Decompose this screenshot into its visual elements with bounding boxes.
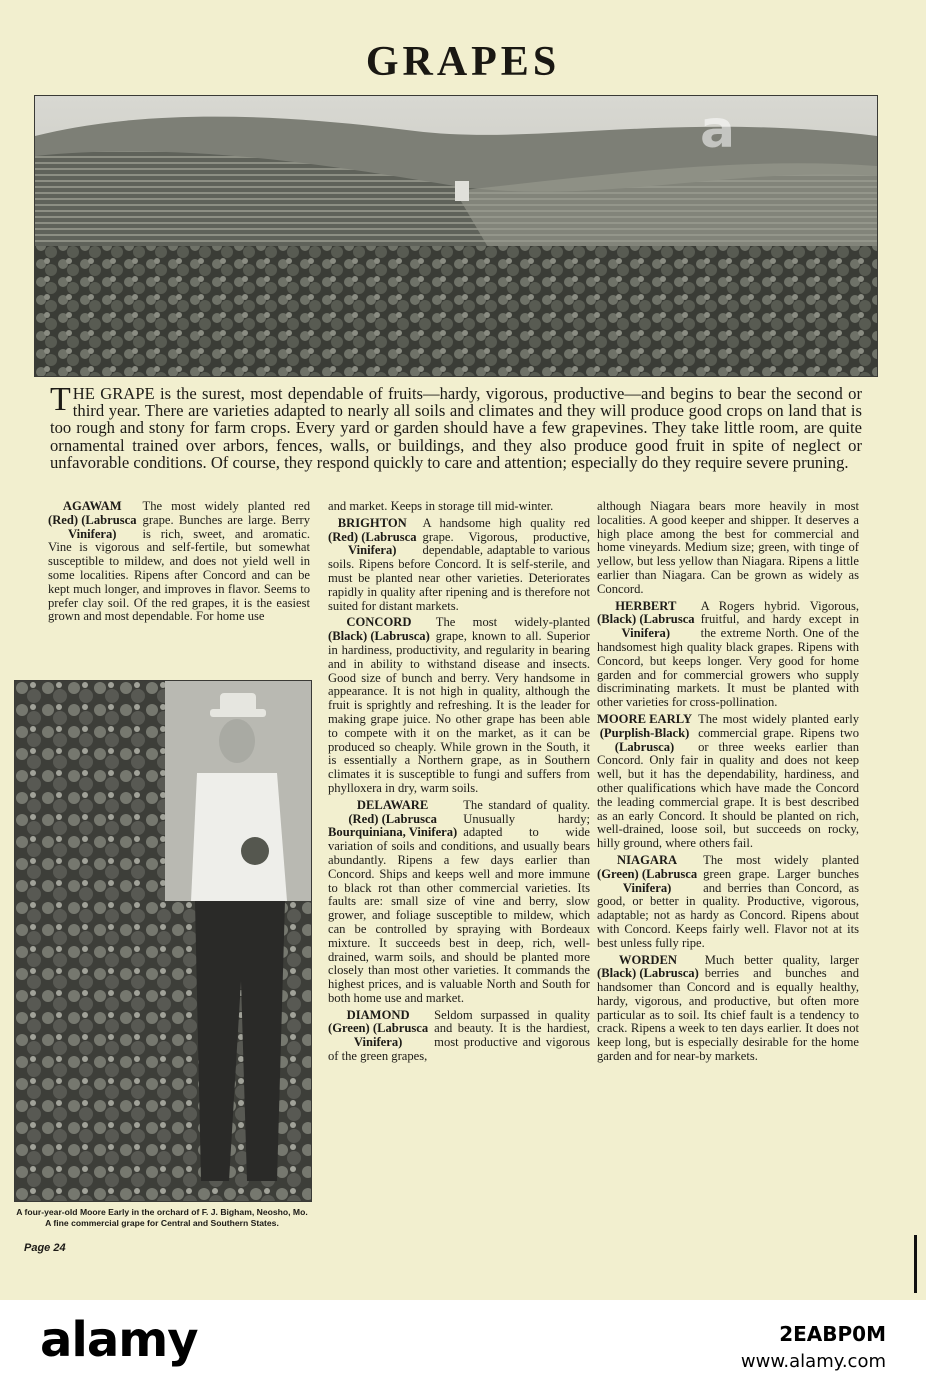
variety-name: NIAGARA	[616, 852, 678, 867]
variety-moore-early	[597, 713, 859, 851]
variety-species: Vinifera)	[622, 880, 672, 895]
variety-name: BRIGHTON	[337, 515, 407, 530]
watermark-logo: a	[700, 100, 736, 160]
agawam-continued: and market. Keeps in storage till mid-winter.	[328, 499, 554, 513]
variety-herbert	[597, 600, 859, 710]
variety-color: (Red) (Labrusca	[328, 529, 417, 544]
variety-description: The most widely planted early commercial grape. Ripens two or three weeks earlier than Concord. Only fair in quality and does not keep well, but it has the dependability, hardiness, and other qualifications which have made the Concord the leading commercial grape. It is best described as an early Concord. It should be planted on rich, well-drained, loose soil, but succeeds on rocky, hilly ground, where others fail.	[597, 711, 859, 851]
variety-name: MOORE EARLY	[597, 711, 693, 726]
variety-description: The standard of quality. Unusually hardy; adapted to wide variation of soils and conditions, and usually bears abundantly. Ripens a few days earlier than Concord. Ships and keeps well and more immune to black rot than other commercial varieties. Its faults are: small size of vine and berry, slow grower, and foliage susceptible to mildew, which can be controlled by spraying with Bordeaux mixture. It succeeds best in deep, rich, well-drained, warm soils, and should be planted more closely than most other varieties. It commands the highest prices, and is valuable North and South for both home use and market.	[328, 797, 590, 1005]
variety-diamond	[328, 1009, 590, 1064]
vineyard-photo	[34, 95, 878, 377]
variety-name: HERBERT	[615, 598, 677, 613]
variety-color: (Purplish-Black)	[599, 725, 690, 740]
intro-text: HE GRAPE is the surest, most dependable of fruits—hardy, vigorous, productive—and begins to bear the second or third year. There are varieties adapted to nearly all soils and climates and they will produce good crops on land that is too rough and stony for farm crops. Every yard or garden should have a few grapevines. They take little room, are quite ornamental trained over arbors, fences, walls, or buildings, and they also produce good fruit in spite of neglect or unfavorable conditions. Of course, they respond quickly to care and attention; especially do they require severe pruning.	[50, 384, 862, 472]
variety-description: Much better quality, larger berries and bunches and handsomer than Concord and is equally healthy, hardy, vigorous, and productive, but often more particular as to soil. Its chief fault is a tendency to crack. Ripens a week to ten days earlier. It does not keep long, but is especially desirable for the home garden and for near-by markets.	[597, 952, 859, 1064]
variety-species: Bourquiniana, Vinifera)	[328, 825, 458, 840]
stock-brand-logo: alamy	[40, 1312, 198, 1368]
page-title: GRAPES	[365, 39, 561, 85]
variety-color: (Red) (Labrusca	[48, 512, 137, 527]
variety-brighton	[328, 517, 590, 614]
variety-description: The most widely-planted grape, known to all. Superior in hardiness, productivity, and regularity in bearing and in ability to withstand disease and insects. Good size of bunch and berry. Very handsome in appearance. It is not high in quality, although the fruit is sprightly and refreshing. It is the leader for making grape juice. No other grape has been able to compete with it on the market, as it can be produced so cheaply. While grown in the South, it is essentially a Northern grape, as in Southern climates it is susceptible to fungi and suffers from phylloxera in dry, warm soils.	[328, 615, 590, 795]
variety-heading	[328, 1009, 428, 1050]
variety-description: The most widely planted red grape. Bunches are large. Berry is rich, sweet, and aromatic. Vine is vigorous and self-fertile, but somewhat susceptible to mildew, and does not yield well in some localities. Ripens after Concord and can be kept much longer, and improves in flavor. Seems to prefer clay soil. Of the red grapes, it is the easiest grown and most dependable. For home use	[48, 499, 310, 624]
variety-color: (Black) (Labrusca)	[597, 966, 699, 981]
variety-color: (Green) (Labrusca	[597, 866, 698, 881]
variety-species: Vinifera)	[621, 626, 671, 641]
column-right	[597, 500, 859, 1067]
variety-heading	[597, 600, 695, 641]
variety-heading	[328, 517, 417, 558]
stock-image-id: 2EABP0M	[779, 1322, 886, 1346]
variety-species: Vinifera)	[353, 1035, 403, 1050]
variety-color: (Black) (Labrusca	[597, 612, 695, 627]
variety-heading	[597, 954, 699, 982]
variety-heading	[328, 799, 457, 840]
variety-name: DELAWARE	[356, 797, 429, 812]
variety-species: Vinifera)	[68, 526, 117, 541]
variety-delaware	[328, 799, 590, 1006]
variety-agawam	[48, 500, 310, 624]
variety-niagara	[597, 854, 859, 951]
diamond-continued: although Niagara bears more heavily in most localities. A good keeper and shipper. It deserves a high place among the best for commercial and home vineyards. Medium size; green, with tinge of yellow, but less yellow than Niagara. Ripens a little earlier than Niagara. Can be grown as widely as Concord.	[597, 499, 859, 596]
drop-cap: T	[50, 381, 71, 418]
photo-caption: A four-year-old Moore Early in the orchard of F. J. Bigham, Neosho, Mo. A fine commercial grape for Central and Southern States.	[16, 1207, 308, 1228]
variety-concord	[328, 616, 590, 795]
variety-name: CONCORD	[346, 615, 412, 630]
variety-species: Vinifera)	[348, 543, 397, 558]
variety-name: WORDEN	[618, 952, 677, 967]
variety-description: The most widely planted green grape. Larger bunches and berries than Concord, as good, or better in quality. Productive, vigorous, adaptable; not as hardy as Concord. Ripens about with Concord. Keeps fairly well. Flavor not at its best unless fully ripe.	[597, 852, 859, 950]
variety-heading	[48, 500, 137, 541]
column-left	[48, 500, 310, 627]
moore-early-photo-art	[15, 681, 311, 1201]
variety-species: (Labrusca)	[614, 739, 675, 754]
variety-description: A Rogers hybrid. Vigorous, fruitful, and hardy except in the extreme North. One of the handsomest high quality black grapes. Ripens with Concord, but keeps longer. Very good for home garden and for commercial growers who supply discriminating markets. It must be planted with other varieties for cross-pollination.	[597, 598, 859, 710]
variety-heading	[328, 616, 430, 644]
variety-worden	[597, 954, 859, 1064]
variety-name: DIAMOND	[346, 1007, 410, 1022]
stock-url: www.alamy.com	[740, 1351, 886, 1372]
variety-description: Seldom surpassed in quality and beauty. It is the hardiest, most productive and vigorous of the green grapes,	[328, 1007, 590, 1064]
variety-description: A handsome high quality red grape. Vigorous, productive, dependable, adaptable to various soils. Ripens before Concord. It is self-sterile, and must be planted near other varieties. Deteriorates rapidly in quality after ripening and is therefore not suited for distant markets.	[328, 515, 590, 613]
variety-heading	[597, 854, 697, 895]
margin-rule	[914, 1235, 917, 1293]
variety-color: (Red) (Labrusca	[348, 811, 437, 826]
page-number: Page 24	[24, 1242, 66, 1254]
column-middle	[328, 500, 590, 1067]
variety-heading	[597, 713, 692, 754]
vineyard-photo-art	[35, 96, 877, 376]
variety-color: (Black) (Labrusca)	[328, 629, 430, 644]
moore-early-photo	[14, 680, 312, 1202]
variety-name: AGAWAM	[62, 499, 122, 513]
intro-paragraph	[50, 381, 862, 472]
variety-color: (Green) (Labrusca	[328, 1021, 429, 1036]
